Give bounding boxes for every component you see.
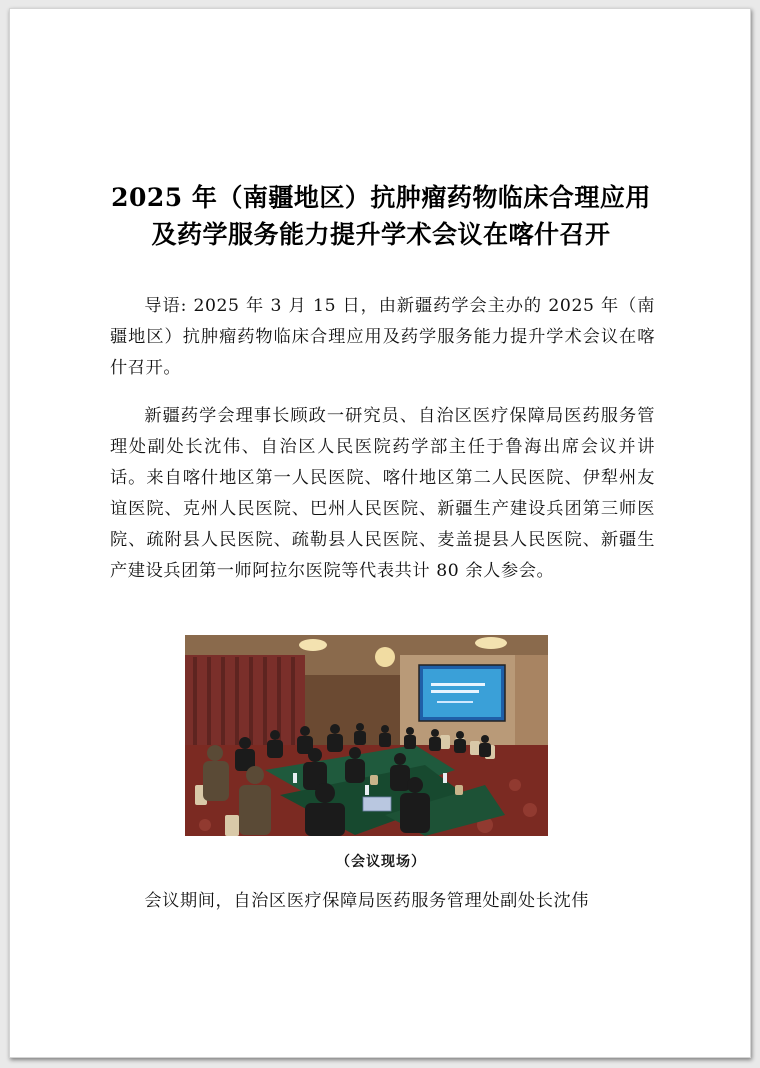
paragraph-continuation: 会议期间，自治区医疗保障局医药服务管理处副处长沈伟 (144, 891, 590, 911)
article-title (10, 179, 752, 253)
title-line-1: 2025 年（南疆地区）抗肿瘤药物临床合理应用 (111, 183, 651, 212)
paragraph-attendees: 新疆药学会理事长顾政一研究员、自治区医疗保障局医药服务管理处副处长沈伟、自治区人民医院药学部主任于鲁海出席会议并讲话。来自喀什地区第一人民医院、喀什地区第二人民医院、伊犁州友谊医院、克州人民医院、巴州人民医院、新疆生产建设兵团第三师医院、疏附县人民医院、疏勒县人民医院、麦盖提县人民医院、新疆生产建设兵团第一师阿拉尔医院等代表共计 80 余人参会。 (110, 406, 655, 581)
document-page (9, 8, 751, 1058)
paragraph-intro: 导语: 2025 年 3 月 15 日，由新疆药学会主办的 2025 年（南疆地区）抗肿瘤药物临床合理应用及药学服务能力提升学术会议在喀什召开。 (110, 296, 655, 378)
photo-caption: （会议现场） (336, 854, 426, 870)
title-line-2: 及药学服务能力提升学术会议在喀什召开 (151, 220, 611, 249)
meeting-photo (185, 635, 548, 836)
